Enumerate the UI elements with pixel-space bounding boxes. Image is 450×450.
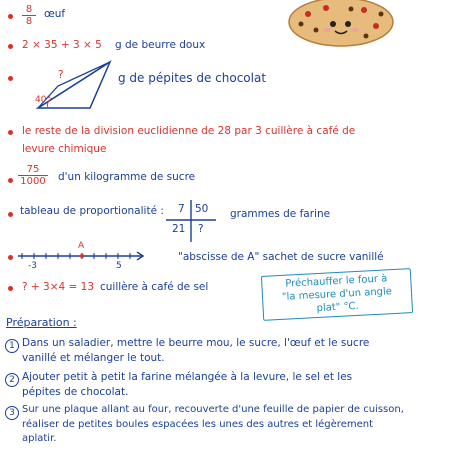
- bullet: [8, 44, 13, 49]
- table-cell: 50: [195, 203, 209, 215]
- tick-label: 5: [116, 261, 122, 271]
- ingredient-flour: grammes de farine: [230, 208, 331, 220]
- bullet: [8, 178, 13, 183]
- table-cell: 7: [178, 203, 185, 215]
- ingredient-chocolate: g de pépites de chocolat: [118, 71, 267, 85]
- ingredient-salt: cuillère à café de sel: [100, 281, 209, 293]
- oven-temperature-box: [261, 268, 413, 321]
- bullet: [8, 212, 13, 217]
- ingredient-butter: g de beurre doux: [115, 39, 206, 51]
- step-line: Ajouter petit à petit la farine mélangée à la levure, le sel et les: [22, 371, 353, 383]
- numerator: 8: [22, 4, 36, 16]
- fraction: [18, 164, 48, 187]
- table-cell: ?: [198, 223, 204, 235]
- ingredient-egg: œuf: [44, 8, 66, 20]
- step-line: pépites de chocolat.: [22, 386, 129, 399]
- ingredient-sugar: d'un kilogramme de sucre: [58, 171, 196, 183]
- preparation-title: Préparation :: [6, 316, 77, 329]
- butter-expression: 2 × 35 + 3 × 5: [22, 39, 102, 51]
- step-line: Dans un saladier, mettre le beurre mou, le sucre, l'œuf et le sucre: [22, 337, 370, 349]
- oven-line: "la mesure d'un angle: [281, 286, 393, 303]
- angle-value: 40°: [35, 95, 51, 105]
- step-number: 3: [5, 406, 19, 420]
- denominator: 1000: [20, 176, 46, 187]
- step-text: [22, 370, 352, 400]
- step-text: [22, 336, 369, 366]
- proportion-table: [166, 200, 216, 242]
- step-text: [22, 403, 404, 447]
- step-line: vanillé et mélanger le tout.: [22, 352, 165, 365]
- oven-line: Préchauffer le four à: [285, 273, 388, 290]
- bullet: [8, 76, 13, 81]
- table-cell: 21: [172, 223, 186, 235]
- step-line: réaliser de petites boules espacées les unes des autres et légèrement: [22, 418, 373, 430]
- numerator: 75: [18, 164, 48, 176]
- proportion-label: tableau de proportionalité :: [20, 205, 164, 217]
- ingredient-baking-powder-line2: levure chimique: [22, 143, 107, 155]
- bullet: [8, 286, 13, 291]
- ingredient-vanilla: "abscisse de A" sachet de sucre vanillé: [178, 251, 384, 263]
- bullet: [8, 14, 13, 19]
- denominator: 8: [25, 16, 33, 27]
- tick-label: -3: [28, 261, 37, 271]
- oven-line: plat" °C.: [316, 300, 360, 315]
- step-number: 1: [5, 339, 19, 353]
- fraction: [22, 4, 36, 27]
- angle-unknown: ?: [58, 69, 64, 81]
- step-line: aplatir.: [22, 433, 57, 444]
- cookie-icon: [286, 0, 396, 48]
- salt-expression: ? + 3×4 = 13: [22, 281, 95, 293]
- ingredient-baking-powder-line1: le reste de la division euclidienne de 28 par 3 cuillère à café de: [22, 125, 356, 137]
- bullet: [8, 130, 13, 135]
- step-line: Sur une plaque allant au four, recouverte d'une feuille de papier de cuisson,: [22, 404, 404, 415]
- step-number: 2: [5, 373, 19, 387]
- point-a-label: A: [78, 241, 85, 251]
- bullet: [8, 255, 13, 260]
